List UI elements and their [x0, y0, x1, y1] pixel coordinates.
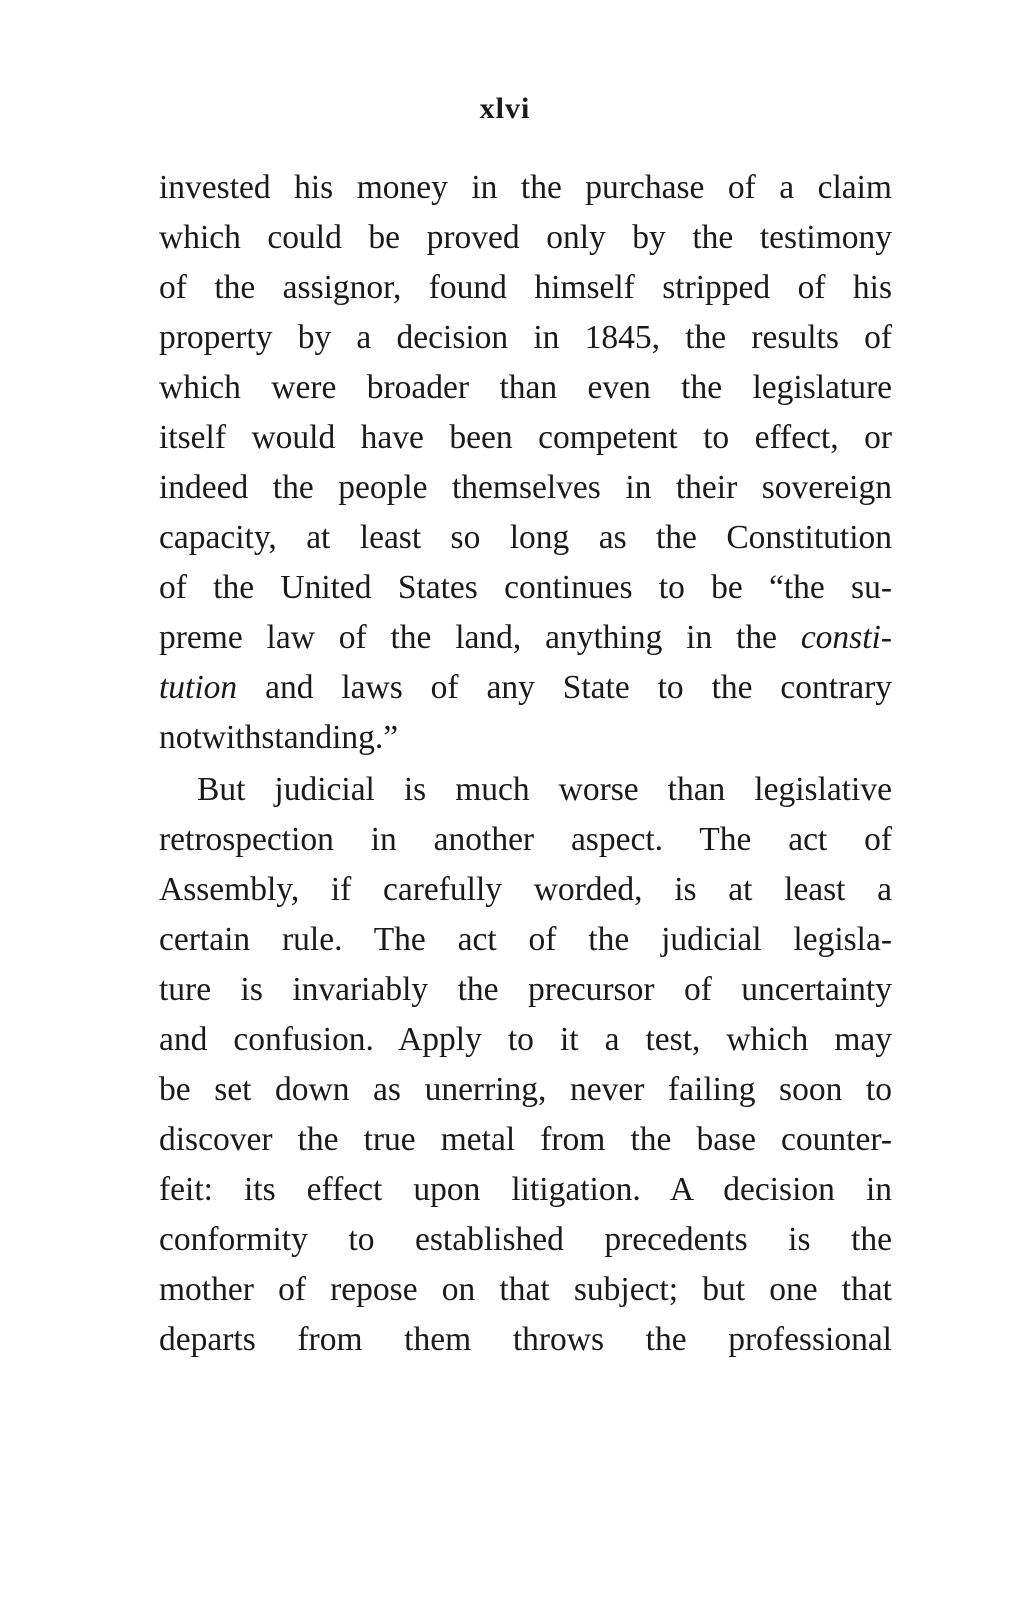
text-segment: preme law of the land, anything in the — [159, 619, 801, 656]
text-line: ture is invariably the precursor of uncertainty — [159, 971, 892, 1008]
italic-word: consti- — [800, 619, 892, 656]
text-line: of the United States continues to be “the su- — [159, 569, 892, 606]
text-line: capacity, at least so long as the Constitution — [159, 519, 892, 556]
text-segment: and laws of any State to the contrary — [237, 669, 892, 706]
text-line: property by a decision in 1845, the results of — [159, 319, 892, 356]
text-line: notwithstanding.” — [159, 719, 399, 756]
text-line: invested his money in the purchase of a claim — [159, 169, 892, 206]
text-line — [159, 618, 892, 658]
paragraph-first-line: But judicial is much worse than legislative — [197, 771, 892, 808]
text-line: discover the true metal from the base counter- — [159, 1121, 892, 1158]
text-line: of the assignor, found himself stripped of his — [159, 269, 892, 306]
text-line: conformity to established precedents is the — [159, 1221, 892, 1258]
text-line: which were broader than even the legislature — [159, 369, 892, 406]
text-line: retrospection in another aspect. The act of — [159, 821, 892, 858]
text-line: feit: its effect upon litigation. A decision in — [159, 1171, 892, 1208]
text-line: which could be proved only by the testimony — [159, 219, 892, 256]
text-line: departs from them throws the professional — [159, 1321, 892, 1358]
text-line: indeed the people themselves in their sovereign — [159, 469, 892, 506]
text-line: be set down as unerring, never failing soon to — [159, 1071, 892, 1108]
page-number: xlvi — [479, 92, 531, 125]
text-line: Assembly, if carefully worded, is at least a — [159, 871, 892, 908]
text-line: and confusion. Apply to it a test, which may — [159, 1021, 892, 1058]
text-line: itself would have been competent to effect, or — [159, 419, 892, 456]
text-line: mother of repose on that subject; but one that — [159, 1271, 892, 1308]
italic-word: tution — [159, 669, 238, 706]
text-line: certain rule. The act of the judicial legisla- — [159, 921, 892, 958]
text-line — [159, 668, 892, 708]
